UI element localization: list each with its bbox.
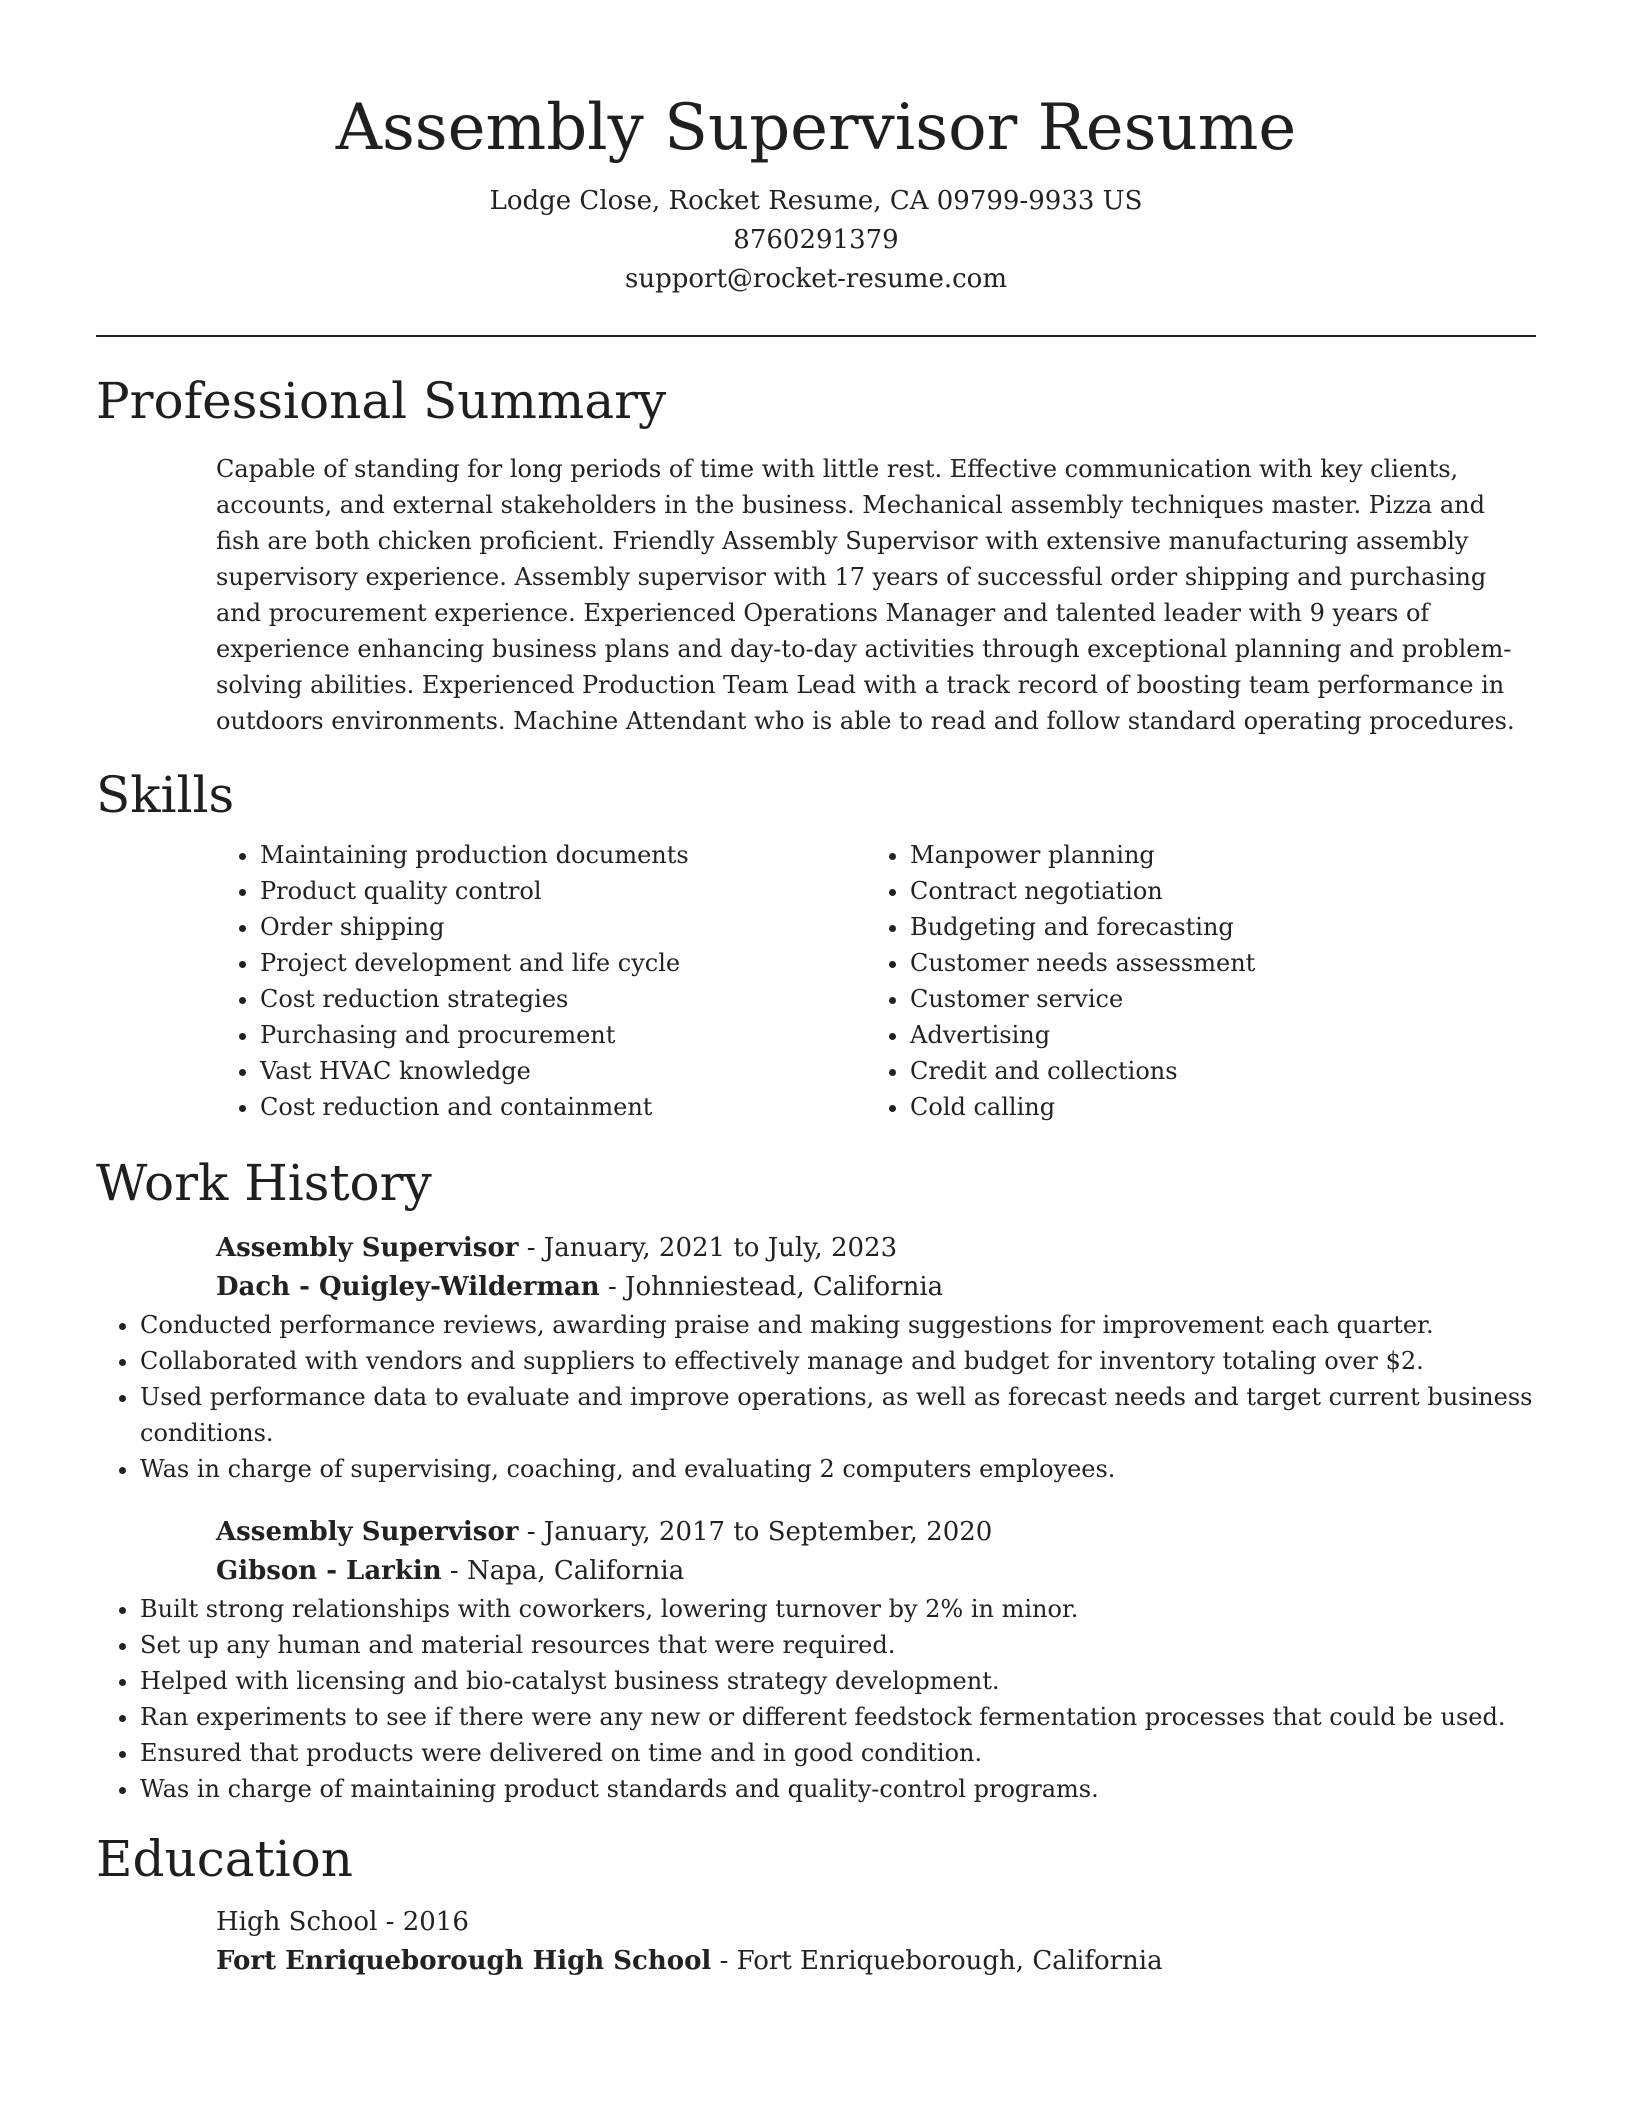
job-dates: - January, 2017 to September, 2020 xyxy=(518,1517,993,1547)
skill-item: • Budgeting and forecasting xyxy=(910,909,1516,945)
job-company-line xyxy=(216,1552,1536,1591)
education-location: - Fort Enriqueborough, California xyxy=(711,1946,1163,1976)
job-duty: • Used performance data to evaluate and improve operations, as well as forecast needs and target current business conditions. xyxy=(140,1379,1536,1451)
summary-heading: Professional Summary xyxy=(96,372,667,430)
job-entry xyxy=(96,1229,1536,1487)
skill-item: • Cost reduction and containment xyxy=(260,1089,866,1125)
skills-column-right xyxy=(866,837,1516,1125)
education-school-line xyxy=(216,1942,1536,1981)
job-duty: • Was in charge of maintaining product standards and quality-control programs. xyxy=(140,1771,1536,1807)
skill-item: • Project development and life cycle xyxy=(260,945,866,981)
contact-phone: 8760291379 xyxy=(733,225,899,255)
job-duty: • Helped with licensing and bio-catalyst business strategy development. xyxy=(140,1663,1536,1699)
skill-item: • Cost reduction strategies xyxy=(260,981,866,1017)
resume-title: Assembly Supervisor Resume xyxy=(335,91,1297,165)
education-school: Fort Enriqueborough High School xyxy=(216,1946,712,1976)
job-location: - Napa, California xyxy=(441,1556,685,1586)
contact-email: support@rocket-resume.com xyxy=(624,264,1007,294)
resume-header xyxy=(96,84,1536,299)
work-history-heading: Work History xyxy=(96,1154,432,1212)
skill-item: • Order shipping xyxy=(260,909,866,945)
education-year: - 2016 xyxy=(377,1907,469,1937)
education-heading: Education xyxy=(96,1830,353,1888)
skill-item: • Cold calling xyxy=(910,1089,1516,1125)
contact-address: Lodge Close, Rocket Resume, CA 09799-9933 US xyxy=(489,186,1143,216)
skill-item: • Manpower planning xyxy=(910,837,1516,873)
job-role: Assembly Supervisor xyxy=(216,1233,519,1263)
skills-column-left xyxy=(216,837,866,1125)
skills-list xyxy=(216,837,1536,1125)
skill-item: • Customer service xyxy=(910,981,1516,1017)
job-company: Dach - Quigley-Wilderman xyxy=(216,1272,600,1302)
skill-item: • Credit and collections xyxy=(910,1053,1516,1089)
job-duty: • Was in charge of supervising, coaching, and evaluating 2 computers employees. xyxy=(140,1451,1536,1487)
job-title-line xyxy=(216,1229,1536,1268)
job-duty: • Set up any human and material resources that were required. xyxy=(140,1627,1536,1663)
job-duties xyxy=(96,1307,1536,1487)
job-location: - Johnniestead, California xyxy=(599,1272,944,1302)
job-duty: • Ensured that products were delivered on time and in good condition. xyxy=(140,1735,1536,1771)
skill-item: • Advertising xyxy=(910,1017,1516,1053)
job-role: Assembly Supervisor xyxy=(216,1517,519,1547)
skill-item: • Product quality control xyxy=(260,873,866,909)
job-duty: • Conducted performance reviews, awarding praise and making suggestions for improvement each quarter. xyxy=(140,1307,1536,1343)
job-duty: • Ran experiments to see if there were any new or different feedstock fermentation processes that could be used. xyxy=(140,1699,1536,1735)
skill-item: • Contract negotiation xyxy=(910,873,1516,909)
skill-item: • Purchasing and procurement xyxy=(260,1017,866,1053)
skills-heading: Skills xyxy=(96,766,235,824)
skill-item: • Vast HVAC knowledge xyxy=(260,1053,866,1089)
resume-page xyxy=(96,0,1536,1981)
education-degree-line xyxy=(216,1903,1536,1942)
skill-item: • Maintaining production documents xyxy=(260,837,866,873)
job-duty: • Built strong relationships with coworkers, lowering turnover by 2% in minor. xyxy=(140,1591,1536,1627)
job-duty: • Collaborated with vendors and suppliers to effectively manage and budget for inventory totaling over $2. xyxy=(140,1343,1536,1379)
job-dates: - January, 2021 to July, 2023 xyxy=(518,1233,898,1263)
job-duties xyxy=(96,1591,1536,1807)
job-company: Gibson - Larkin xyxy=(216,1556,442,1586)
summary-text: Capable of standing for long periods of time with little rest. Effective communication with key clients, accounts, and external stakeholders in the business. Mechanical assembly techniques master. Pizza and fish are both chicken proficient. Friendly Assembly Supervisor with extensive manufacturing assembly supervisory experience. Assembly supervisor with 17 years of successful order shipping and purchasing and procurement experience. Experienced Operations Manager and talented leader with 9 years of experience enhancing business plans and day-to-day activities through exceptional planning and problem-solving abilities. Experienced Production Team Lead with a track record of boosting team performance in outdoors environments. Machine Attendant who is able to read and follow standard operating procedures. xyxy=(216,455,1515,735)
education-degree: High School xyxy=(216,1907,378,1937)
job-entry xyxy=(96,1513,1536,1807)
skill-item: • Customer needs assessment xyxy=(910,945,1516,981)
job-company-line xyxy=(216,1268,1536,1307)
header-divider xyxy=(96,335,1536,337)
job-title-line xyxy=(216,1513,1536,1552)
